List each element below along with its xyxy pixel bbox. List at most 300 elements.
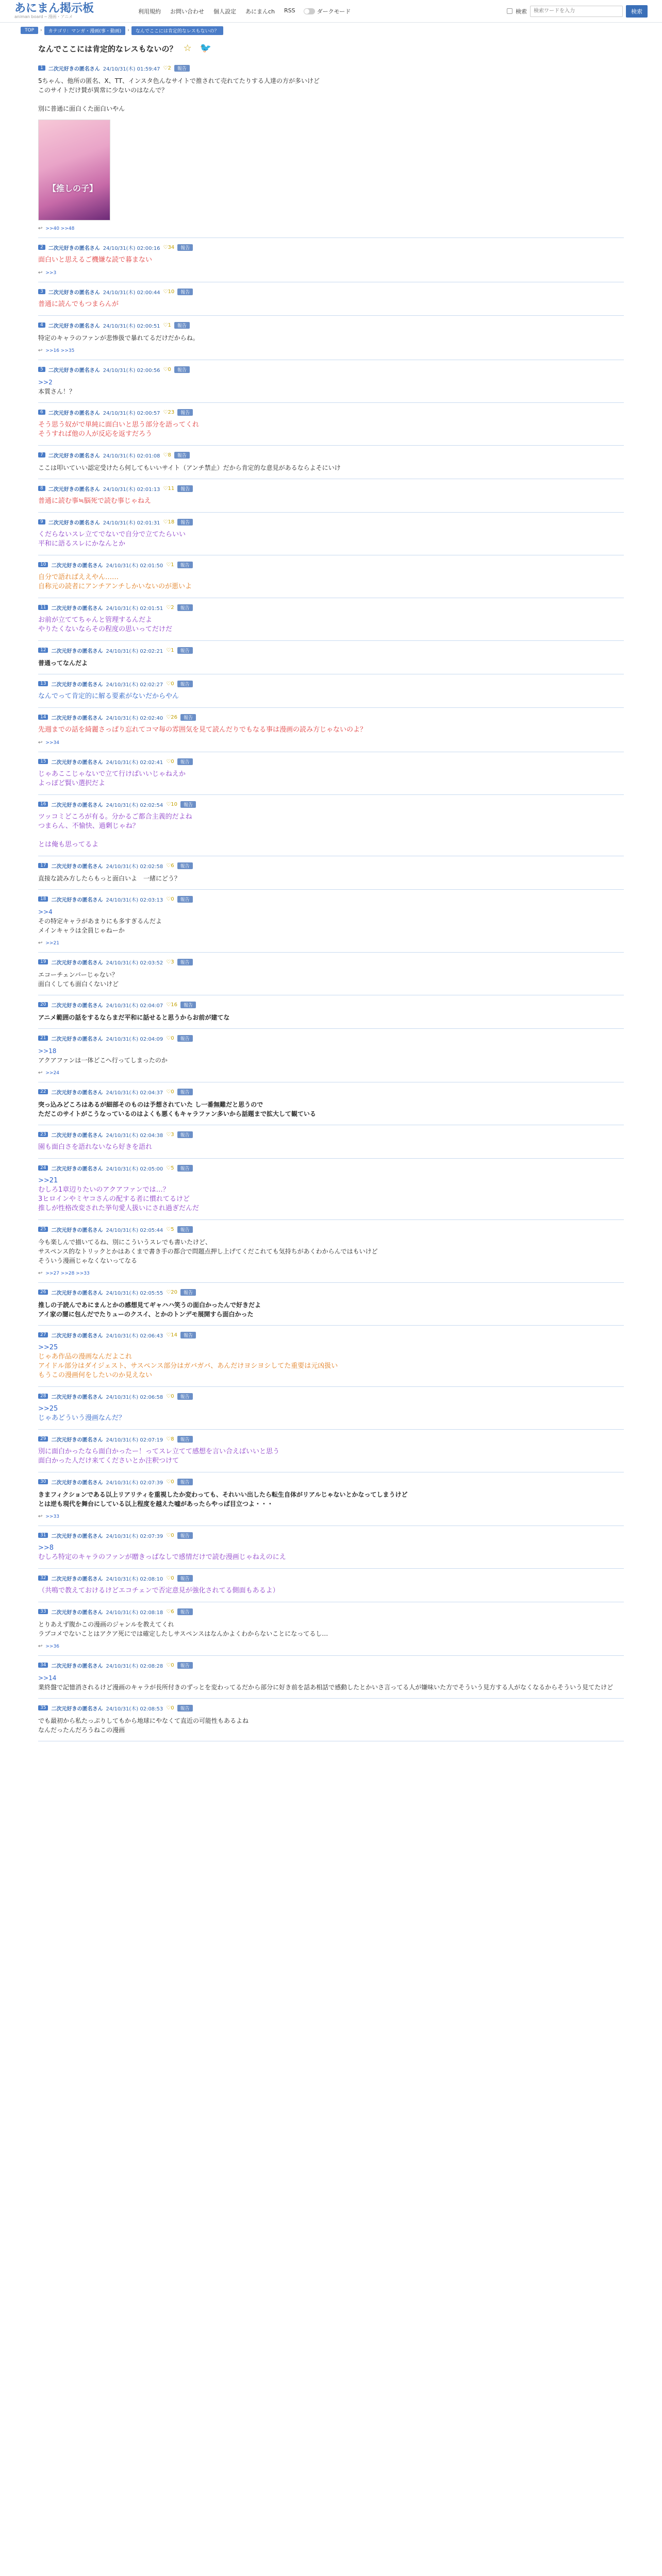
report-button[interactable]: 報告 (177, 1035, 193, 1042)
post-body (38, 1100, 624, 1118)
header-nav (138, 7, 295, 15)
post-date: 24/10/31(木) 02:07:39 (106, 1533, 163, 1539)
post-line[interactable]: >>14 (38, 1674, 57, 1682)
report-button[interactable]: 報告 (177, 758, 193, 765)
like-count-value: 0 (171, 1479, 174, 1485)
like-count[interactable] (163, 452, 171, 458)
post-date: 24/10/31(木) 02:03:52 (106, 960, 163, 966)
like-count-value: 11 (168, 485, 175, 492)
post-author: 二次元好きの匿名さん (51, 1290, 103, 1296)
heart-icon: ♡ (166, 1393, 171, 1399)
like-count[interactable] (166, 759, 174, 765)
post-number[interactable]: 1 (38, 65, 45, 71)
report-button[interactable]: 報告 (180, 801, 196, 808)
post-line[interactable]: >>25 (38, 1405, 58, 1413)
reply-anchors[interactable]: >>16 >>35 (45, 348, 75, 353)
reply-anchors[interactable]: >>33 (45, 1514, 59, 1519)
nav-animanch[interactable]: あにまんch (245, 8, 275, 15)
like-count-value: 26 (171, 714, 177, 720)
nav-rss[interactable]: RSS (284, 7, 295, 14)
report-button[interactable]: 報告 (174, 452, 190, 459)
search-button[interactable]: 検索 (626, 5, 648, 18)
report-button[interactable]: 報告 (177, 862, 193, 869)
reply-anchors[interactable]: >>36 (45, 1643, 59, 1649)
post-number[interactable]: 16 (38, 802, 48, 807)
heart-icon: ♡ (163, 485, 168, 492)
post (38, 446, 624, 479)
like-count[interactable] (166, 1290, 177, 1295)
post-number[interactable]: 10 (38, 562, 48, 567)
post (38, 1602, 624, 1656)
reply-links[interactable] (38, 348, 624, 353)
post-line: じゃあどういう漫画なんだ？ (38, 1414, 126, 1422)
like-count[interactable] (166, 562, 174, 568)
report-button[interactable]: 報告 (177, 1131, 193, 1138)
post-number[interactable]: 6 (38, 410, 45, 415)
post-line[interactable]: >>4 (38, 908, 53, 916)
like-count[interactable] (166, 1479, 174, 1485)
reply-anchors[interactable]: >>21 (45, 940, 59, 946)
post-header (38, 1034, 624, 1042)
report-button[interactable]: 報告 (174, 65, 190, 72)
like-count[interactable] (166, 1663, 174, 1668)
post-line: じゃあここじゃないで立て行けばいいじゃねえか (38, 770, 186, 778)
post-line: ここは叩いていい認定受けたら何してもいいサイト（アンチ禁止）だから肯定的な意見があるならよそにいけ (38, 464, 341, 471)
heart-icon: ♡ (166, 801, 171, 807)
like-count-value: 0 (171, 1532, 174, 1538)
like-count[interactable] (163, 65, 171, 71)
post-body (38, 812, 624, 850)
reply-anchors[interactable]: >>24 (45, 1070, 59, 1076)
post-number[interactable]: 15 (38, 759, 48, 764)
thread-title-row (0, 38, 662, 59)
like-count[interactable] (166, 681, 174, 687)
post-number[interactable]: 29 (38, 1436, 48, 1442)
like-count-value: 5 (171, 1226, 174, 1232)
post-header (38, 958, 624, 966)
post-number[interactable]: 24 (38, 1165, 48, 1171)
logo-subtext: animan board ─ 漫画・アニメ (14, 14, 73, 19)
report-button[interactable]: 報告 (177, 1608, 193, 1615)
post-line: じゃあ作品の漫画なんだよこれ (38, 1353, 133, 1361)
post (38, 282, 624, 316)
post-number[interactable]: 2 (38, 245, 45, 250)
like-count[interactable] (166, 959, 174, 965)
report-button[interactable]: 報告 (177, 1089, 193, 1095)
post (38, 238, 624, 282)
post (38, 1159, 624, 1220)
post-date: 24/10/31(木) 02:01:31 (103, 520, 160, 526)
post-date: 24/10/31(木) 02:00:16 (103, 245, 160, 251)
post-header (38, 895, 624, 903)
post-header (38, 1164, 624, 1172)
post-author: 二次元好きの匿名さん (51, 1533, 103, 1539)
post-number[interactable]: 28 (38, 1394, 48, 1399)
report-button[interactable]: 報告 (177, 647, 193, 654)
post-number[interactable]: 13 (38, 681, 48, 686)
report-button[interactable]: 報告 (177, 896, 193, 903)
heart-icon: ♡ (166, 862, 171, 869)
like-count[interactable] (166, 1705, 174, 1711)
like-count[interactable] (166, 896, 174, 902)
post-author: 二次元好きの匿名さん (51, 1132, 103, 1139)
report-button[interactable]: 報告 (177, 1705, 193, 1711)
heart-icon: ♡ (166, 896, 171, 902)
post-body (38, 970, 624, 989)
post-body (38, 463, 624, 472)
post-header (38, 408, 624, 416)
post-image[interactable] (38, 120, 110, 221)
post-header (38, 1331, 624, 1339)
post-line: 面白かった人だけ来てくださいとか注釈つけて (38, 1457, 179, 1465)
heart-icon: ♡ (166, 959, 171, 965)
post-number[interactable]: 11 (38, 605, 48, 610)
like-count[interactable] (166, 1394, 174, 1399)
post (38, 360, 624, 403)
post (38, 890, 624, 953)
heart-icon: ♡ (163, 366, 168, 372)
post-line: 園も面白さを語れないなら好きを語れ (38, 1143, 153, 1151)
post-author: 二次元好きの匿名さん (48, 486, 100, 493)
post-header (38, 1435, 624, 1443)
report-button[interactable]: 報告 (177, 681, 193, 687)
post-line: ラブコメでないことはアクア死にでは確定したしサスペンスはなんかよくわからないことになってるし… (38, 1630, 328, 1637)
post-date: 24/10/31(木) 02:05:55 (106, 1290, 163, 1296)
post-header (38, 1574, 624, 1582)
post-number[interactable]: 18 (38, 896, 48, 902)
post-line: このサイトだけ賛が異常に少ないのはなんで？ (38, 87, 168, 94)
report-button[interactable]: 報告 (177, 244, 193, 251)
post-number[interactable]: 17 (38, 863, 48, 868)
twitter-icon[interactable]: 🐦 (200, 43, 211, 54)
post-number[interactable]: 32 (38, 1575, 48, 1581)
reply-links[interactable] (38, 1514, 624, 1519)
post-number[interactable]: 5 (38, 367, 45, 372)
post (38, 598, 624, 641)
heart-icon: ♡ (166, 1035, 171, 1041)
post-line[interactable]: >>25 (38, 1344, 58, 1351)
post-body (38, 1143, 624, 1152)
like-count-value: 3 (171, 1131, 174, 1138)
like-count-value: 2 (171, 604, 174, 611)
post (38, 1220, 624, 1283)
post-header (38, 800, 624, 808)
post (38, 555, 624, 598)
report-button[interactable]: 報告 (177, 1532, 193, 1539)
like-count[interactable] (166, 1436, 174, 1442)
post-body (38, 1343, 624, 1380)
post-date: 24/10/31(木) 02:02:58 (106, 863, 163, 870)
like-count[interactable] (166, 715, 177, 720)
report-button[interactable]: 報告 (177, 1479, 193, 1485)
post-author: 二次元好きの匿名さん (51, 1394, 103, 1400)
star-icon[interactable]: ☆ (183, 43, 192, 54)
reply-icon: ↩ (38, 940, 43, 946)
reply-links[interactable] (38, 226, 624, 231)
like-count-value: 0 (171, 1393, 174, 1399)
like-count[interactable] (166, 802, 177, 807)
report-button[interactable]: 報告 (177, 1393, 193, 1400)
heart-icon: ♡ (166, 647, 171, 653)
like-count[interactable] (163, 486, 175, 492)
post-date: 24/10/31(木) 02:07:39 (106, 1480, 163, 1486)
heart-icon: ♡ (163, 289, 168, 295)
like-count-value: 0 (171, 1575, 174, 1581)
like-count-value: 0 (171, 681, 174, 687)
post-number[interactable]: 26 (38, 1290, 48, 1295)
post (38, 1430, 624, 1472)
like-count[interactable] (166, 1332, 177, 1338)
post-line: （共鳴で教えておけるけどエコチェンで否定意見が強化されてる側面もあるよ） (38, 1587, 279, 1595)
post-author: 二次元好きの匿名さん (51, 1609, 103, 1616)
post-author: 二次元好きの匿名さん (48, 245, 100, 251)
post-author: 二次元好きの匿名さん (51, 648, 103, 654)
post-header (38, 680, 624, 688)
like-count-value: 0 (171, 896, 174, 902)
post-body (38, 333, 624, 343)
report-button[interactable]: 報告 (180, 714, 196, 721)
report-button[interactable]: 報告 (174, 366, 190, 373)
report-button[interactable]: 報告 (180, 1289, 196, 1296)
post-date: 24/10/31(木) 02:04:38 (106, 1132, 163, 1139)
post-date: 24/10/31(木) 02:02:54 (106, 802, 163, 808)
post-line: メインキャラは全員じゃねーか (38, 927, 125, 934)
like-count[interactable] (166, 1036, 174, 1041)
post-number[interactable]: 8 (38, 486, 45, 491)
nav-settings[interactable]: 個人設定 (213, 8, 236, 15)
like-count[interactable] (166, 1132, 174, 1138)
like-count[interactable] (163, 289, 175, 295)
breadcrumb-top[interactable]: TOP (21, 27, 38, 34)
like-count-value: 10 (168, 289, 175, 295)
post-number[interactable]: 9 (38, 519, 45, 524)
post (38, 752, 624, 795)
post-header (38, 646, 624, 654)
post-line: 5ちゃん、他所の匿名、X、TT、インスタ色んなサイトで推されて売れてたりする人達の方が多いけど (38, 77, 320, 84)
heart-icon: ♡ (166, 714, 171, 720)
report-button[interactable]: 報告 (180, 1002, 196, 1008)
post-line: 普通に読んでもつまらんが (38, 300, 119, 308)
post-date: 24/10/31(木) 02:01:08 (103, 453, 160, 459)
post-number[interactable]: 25 (38, 1227, 48, 1232)
post-header (38, 757, 624, 766)
site-logo[interactable] (14, 3, 118, 20)
like-count-value: 0 (171, 1035, 174, 1041)
like-count[interactable] (163, 323, 171, 328)
like-count[interactable] (166, 1089, 174, 1095)
post-date: 24/10/31(木) 01:59:47 (103, 66, 160, 72)
post-line: そう思う奴がで単純に面白いと思う部分を語ってくれ (38, 421, 200, 429)
post-line: きまフィクションである以上リアリティを重視したか変わっても、それいい出したら転生自体がリアルじゃないとかなってしまうけど (38, 1491, 408, 1498)
post-date: 24/10/31(木) 02:02:41 (106, 759, 163, 766)
reply-anchors[interactable]: >>3 (45, 270, 57, 276)
like-count-value: 1 (171, 647, 174, 653)
like-count[interactable] (163, 367, 171, 372)
post-author: 二次元好きの匿名さん (51, 605, 103, 612)
post-number[interactable]: 12 (38, 648, 48, 653)
post-line: 推しの子読んであにまんとかの感想見てギャハハ笑うの面白かったんで好きだよ (38, 1301, 261, 1309)
post-header (38, 561, 624, 569)
post-number[interactable]: 19 (38, 959, 48, 964)
post (38, 1569, 624, 1602)
heart-icon: ♡ (163, 452, 168, 458)
like-count[interactable] (166, 1533, 174, 1538)
like-count[interactable] (163, 245, 175, 250)
post-header (38, 1088, 624, 1096)
reply-links[interactable] (38, 940, 624, 946)
report-button[interactable]: 報告 (177, 409, 193, 416)
post-author: 二次元好きの匿名さん (51, 1003, 103, 1009)
post-number[interactable]: 30 (38, 1479, 48, 1484)
like-count[interactable] (166, 1575, 174, 1581)
post-line: もうこの漫画何をしたいのか見えない (38, 1371, 153, 1379)
reply-anchors[interactable]: >>40 >>48 (45, 226, 75, 231)
post-body (38, 420, 624, 439)
like-count-value: 5 (171, 1165, 174, 1171)
post-line: 本質さん！？ (38, 388, 76, 395)
breadcrumb (0, 23, 662, 38)
reply-anchors[interactable]: >>34 (45, 740, 59, 745)
post-date: 24/10/31(木) 02:06:58 (106, 1394, 163, 1400)
report-button[interactable]: 報告 (177, 1575, 193, 1582)
like-count[interactable] (163, 410, 175, 415)
post-number[interactable]: 35 (38, 1705, 48, 1710)
post-header (38, 1478, 624, 1486)
post-line: 別に普通に面白くた面白いやん (38, 105, 125, 112)
post-date: 24/10/31(木) 02:08:53 (106, 1706, 163, 1712)
post-number[interactable]: 23 (38, 1132, 48, 1137)
post (38, 1125, 624, 1159)
post (38, 513, 624, 555)
reply-links[interactable] (38, 1643, 624, 1649)
heart-icon: ♡ (163, 65, 168, 71)
reply-icon: ↩ (38, 1070, 43, 1076)
post-number[interactable]: 14 (38, 715, 48, 720)
breadcrumb-thread[interactable]: なんでここには肯定的なレスもないの？ (131, 26, 223, 35)
dark-mode-toggle[interactable] (304, 7, 351, 15)
breadcrumb-category[interactable]: カテゴリ：マンガ・漫画(事・動画) (44, 26, 126, 35)
post-author: 二次元好きの匿名さん (51, 1706, 103, 1712)
post-number[interactable]: 27 (38, 1332, 48, 1337)
post-line[interactable]: >>2 (38, 379, 53, 386)
post-number[interactable]: 31 (38, 1533, 48, 1538)
heart-icon: ♡ (166, 604, 171, 611)
like-count-value: 16 (171, 1002, 177, 1008)
post-number[interactable]: 7 (38, 452, 45, 457)
post-author: 二次元好きの匿名さん (51, 960, 103, 966)
like-count[interactable] (166, 1165, 174, 1171)
post-line[interactable]: >>21 (38, 1177, 58, 1184)
like-count[interactable] (163, 519, 175, 525)
post-number[interactable]: 3 (38, 289, 45, 294)
post-line: 3ヒロインやミヤコさんの配する者に慣れてるけど (38, 1195, 190, 1203)
post-date: 24/10/31(木) 02:07:19 (106, 1437, 163, 1443)
post-date: 24/10/31(木) 02:08:10 (106, 1576, 163, 1582)
like-count-value: 6 (171, 1608, 174, 1615)
like-count[interactable] (166, 1227, 174, 1232)
like-count-value: 0 (171, 1705, 174, 1711)
like-count[interactable] (166, 648, 174, 653)
like-count-value: 0 (171, 1089, 174, 1095)
like-count[interactable] (166, 1002, 177, 1008)
post-author: 二次元好きの匿名さん (51, 1333, 103, 1339)
post-number[interactable]: 34 (38, 1663, 48, 1668)
nav-contact[interactable]: お問い合わせ (170, 8, 204, 15)
post-number[interactable]: 20 (38, 1002, 48, 1007)
post-line: 平和に語るスレにかなんとか (38, 540, 126, 548)
post (38, 1283, 624, 1326)
post-header (38, 1661, 624, 1669)
report-button[interactable]: 報告 (177, 1436, 193, 1443)
post-line: むしろ特定のキャラのファンが贈きっぱなしで感情だけで読む漫画じゃねえのにえ (38, 1553, 286, 1561)
post-line[interactable]: >>18 (38, 1047, 57, 1055)
post-number[interactable]: 22 (38, 1089, 48, 1094)
report-button[interactable]: 報告 (177, 519, 193, 526)
post-line: でも最初から私たっぷりしてもから地球にやなくて直近の可能性もあるよね (38, 1717, 249, 1724)
report-button[interactable]: 報告 (174, 322, 190, 329)
report-button[interactable]: 報告 (177, 604, 193, 611)
heart-icon: ♡ (166, 1131, 171, 1138)
reply-links[interactable] (38, 740, 624, 745)
reply-links[interactable] (38, 270, 624, 276)
like-count[interactable] (166, 863, 174, 869)
post-line: その特定キャラがあまりにも多すぎるんだよ (38, 918, 162, 925)
report-button[interactable]: 報告 (177, 959, 193, 965)
heart-icon: ♡ (166, 1332, 171, 1338)
heart-icon: ♡ (166, 1479, 171, 1485)
post-header (38, 451, 624, 459)
nav-terms[interactable]: 利用規約 (138, 8, 161, 15)
post-number[interactable]: 21 (38, 1036, 48, 1041)
heart-icon: ♡ (166, 1608, 171, 1615)
report-button[interactable]: 報告 (177, 1662, 193, 1669)
reply-icon: ↩ (38, 1270, 43, 1276)
report-button[interactable]: 報告 (177, 289, 193, 295)
post-body (38, 1716, 624, 1735)
post-body (38, 1300, 624, 1319)
report-button[interactable]: 報告 (177, 485, 193, 492)
like-count[interactable] (166, 1609, 174, 1615)
post-line[interactable]: >>8 (38, 1544, 54, 1552)
post-body (38, 1447, 624, 1466)
like-count-value: 1 (168, 322, 171, 328)
report-button[interactable]: 報告 (177, 1226, 193, 1233)
post-line: なんだったんだろうねこの漫画 (38, 1726, 125, 1734)
reply-links[interactable] (38, 1070, 624, 1076)
post-line: 普通に読む事≒脳死で読む事じゃねえ (38, 497, 151, 505)
post (38, 1656, 624, 1699)
post-number[interactable]: 4 (38, 323, 45, 328)
search-input[interactable] (530, 6, 623, 17)
like-count[interactable] (166, 605, 174, 611)
post-body (38, 530, 624, 549)
report-button[interactable]: 報告 (177, 1165, 193, 1172)
search-label: 検索 (516, 8, 527, 15)
reply-anchors[interactable]: >>27 >>28 >>33 (45, 1270, 90, 1276)
reply-links[interactable] (38, 1270, 624, 1276)
post-line: くだらないスレ立てでないで自分で立てたらいい (38, 531, 186, 538)
toggle-switch[interactable] (304, 8, 315, 14)
report-button[interactable]: 報告 (180, 1332, 196, 1338)
post-author: 二次元好きの匿名さん (51, 1090, 103, 1096)
post-header (38, 1288, 624, 1296)
search-scope-checkbox[interactable] (507, 8, 512, 14)
post-line: アイドル部分はダイジェスト、サスペンス部分はガバガバ、あんだけヨシヨシしてた重要は元凶扱い (38, 1362, 338, 1370)
post-number[interactable]: 33 (38, 1609, 48, 1614)
post-header (38, 365, 624, 374)
post-body (38, 1620, 624, 1638)
report-button[interactable]: 報告 (177, 562, 193, 568)
